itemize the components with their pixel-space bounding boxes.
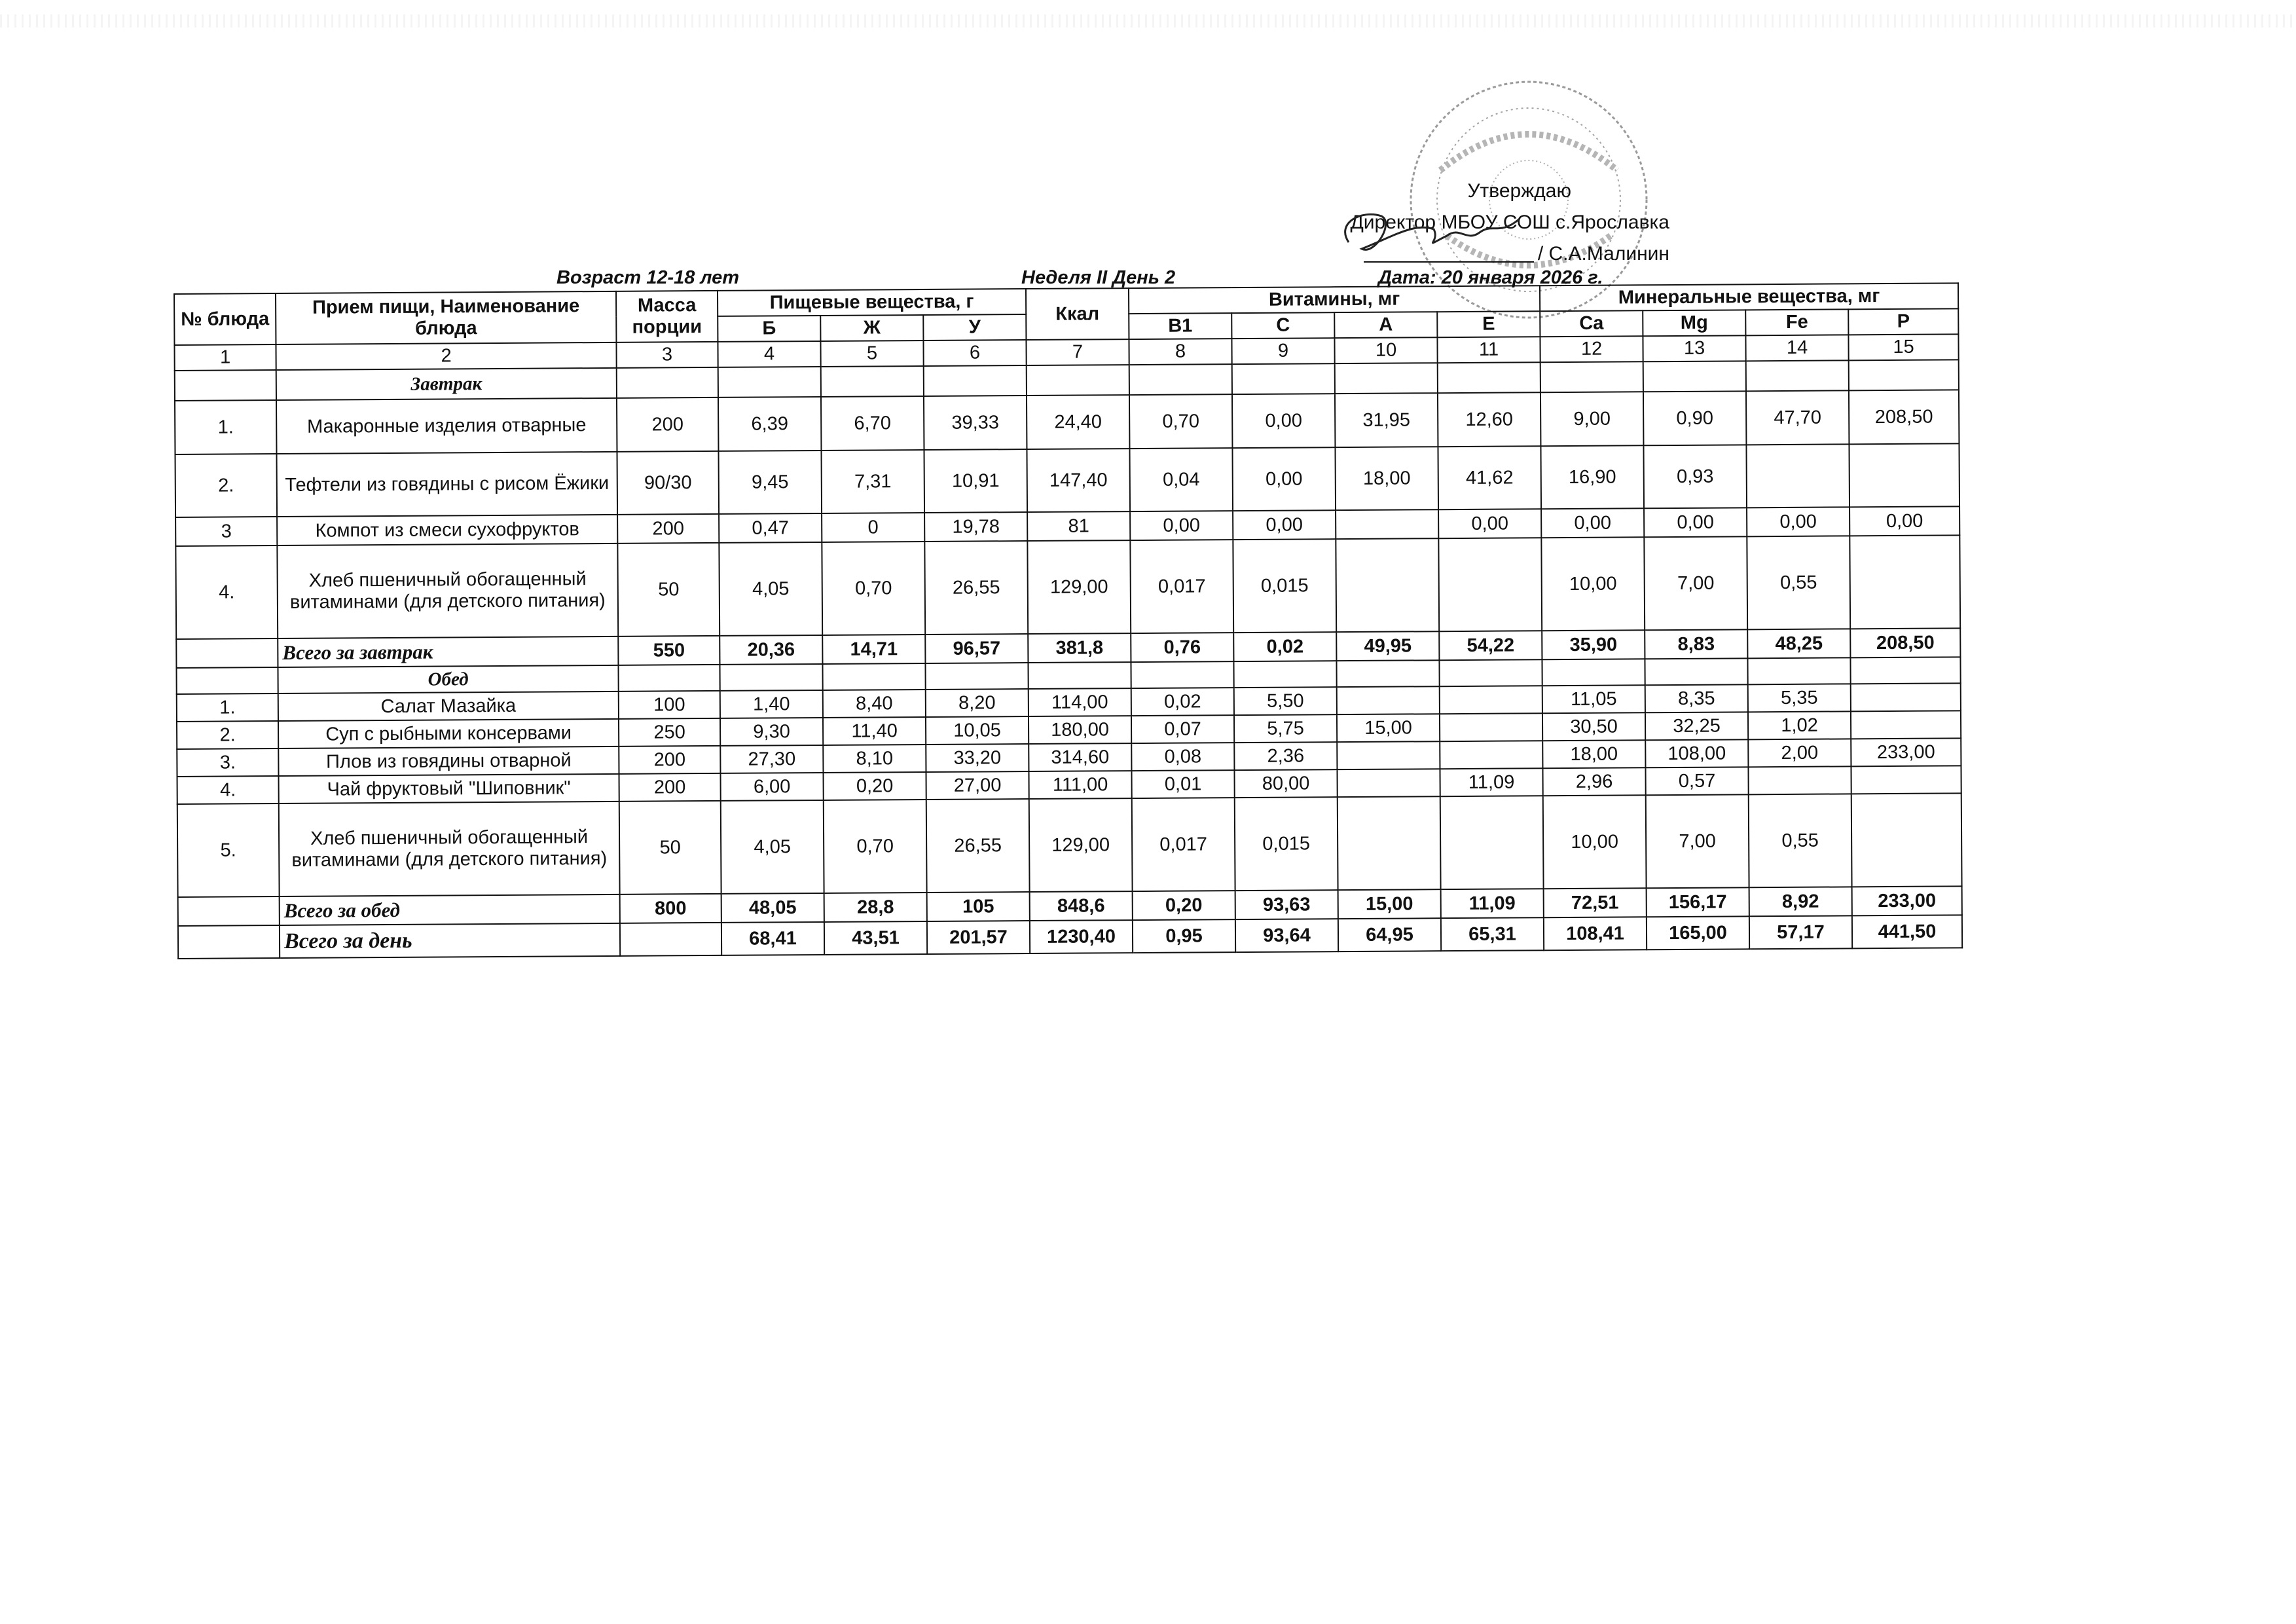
col-index: 7	[1026, 339, 1129, 365]
cell: 65,31	[1441, 917, 1544, 951]
col-vitamin-a: А	[1334, 312, 1437, 338]
col-nutrients: Пищевые вещества, г	[718, 289, 1026, 316]
cell: 114,00	[1029, 688, 1131, 716]
cell: 100	[619, 691, 720, 719]
cell: 848,6	[1030, 891, 1133, 921]
cell: 47,70	[1746, 390, 1849, 445]
cell: 6,00	[720, 773, 823, 801]
cell: 27,30	[720, 745, 823, 773]
cell	[1338, 796, 1441, 890]
cell: 381,8	[1028, 633, 1131, 663]
cell	[1438, 538, 1542, 631]
dish-number: 1.	[177, 693, 278, 722]
cell: 8,92	[1749, 887, 1852, 916]
cell: 10,00	[1543, 795, 1647, 889]
cell: 180,00	[1029, 716, 1131, 744]
dish-name: Салат Мазайка	[278, 692, 619, 721]
col-index: 15	[1848, 334, 1958, 360]
cell	[1746, 444, 1850, 507]
section-title-breakfast: Завтрак	[276, 368, 617, 400]
cell: 48,05	[721, 893, 824, 923]
cell: 0,20	[823, 772, 926, 800]
cell: 111,00	[1029, 771, 1131, 799]
cell: 0,00	[1232, 447, 1336, 511]
cell: 20,36	[720, 635, 822, 665]
dish-number: 4.	[177, 776, 279, 804]
dish-number: 1.	[175, 400, 276, 454]
cell: 208,50	[1849, 390, 1959, 444]
cell	[1337, 686, 1440, 714]
col-vitamins: Витамины, мг	[1129, 286, 1540, 314]
cell: 9,30	[720, 718, 823, 746]
cell	[1337, 769, 1440, 797]
cell: 0,08	[1131, 743, 1234, 771]
cell: 96,57	[925, 634, 1028, 663]
col-index: 6	[923, 340, 1026, 366]
cell: 33,20	[926, 744, 1029, 772]
cell: 5,35	[1748, 684, 1851, 712]
cell: 93,64	[1235, 919, 1338, 952]
col-minerals: Минеральные вещества, мг	[1540, 283, 1958, 311]
col-index: 1	[174, 344, 276, 371]
cell: 0,00	[1747, 507, 1850, 536]
cell: 10,05	[926, 716, 1029, 745]
cell: 18,00	[1542, 740, 1645, 768]
cell: 6,39	[718, 397, 821, 451]
cell: 11,40	[823, 717, 926, 745]
cell: 0,015	[1233, 539, 1336, 633]
cell: 14,71	[822, 635, 925, 664]
cell: 8,83	[1645, 629, 1747, 659]
total-label: Всего за обед	[280, 895, 620, 925]
cell: 200	[617, 514, 719, 544]
cell: 233,00	[1852, 886, 1962, 915]
cell	[1851, 683, 1961, 711]
cell: 233,00	[1851, 738, 1961, 766]
cell: 31,95	[1335, 393, 1438, 447]
cell: 314,60	[1029, 743, 1131, 771]
col-phosphorus: P	[1848, 308, 1958, 335]
dish-number: 5.	[177, 803, 280, 897]
cell: 156,17	[1647, 887, 1749, 917]
table-row	[175, 443, 1960, 517]
cell: 0,93	[1643, 445, 1747, 508]
cell: 11,09	[1440, 768, 1542, 796]
cell	[1851, 766, 1961, 794]
cell: 49,95	[1336, 631, 1439, 661]
dish-number: 2.	[175, 454, 278, 517]
cell: 0,017	[1130, 540, 1233, 633]
cell: 1230,40	[1030, 920, 1133, 953]
cell	[1851, 793, 1962, 887]
cell: 0,76	[1131, 633, 1233, 662]
cell: 0,00	[1644, 507, 1747, 537]
week-day: Неделя II День 2	[1021, 267, 1176, 288]
cell: 147,40	[1027, 449, 1130, 512]
cell	[1850, 535, 1960, 629]
cell: 0,47	[719, 513, 822, 543]
cell: 2,00	[1748, 739, 1851, 767]
dish-number: 3	[175, 517, 277, 546]
menu-body	[175, 360, 1962, 959]
cell: 201,57	[927, 921, 1030, 954]
col-magnesium: Mg	[1643, 310, 1745, 336]
cell: 0,90	[1643, 391, 1746, 445]
cell: 8,10	[823, 745, 926, 773]
cell	[1849, 443, 1959, 507]
cell: 0,00	[1850, 506, 1959, 536]
cell: 200	[617, 397, 718, 452]
cell: 0,00	[1232, 394, 1335, 448]
menu-date: Дата: 20 января 2026 г.	[1378, 267, 1603, 288]
dish-name: Тефтели из говядины с рисом Ёжики	[276, 452, 617, 517]
dish-number: 4.	[175, 545, 278, 639]
cell	[1336, 509, 1438, 539]
cell: 0,00	[1130, 511, 1233, 540]
cell: 19,78	[924, 512, 1027, 542]
col-kcal: Ккал	[1026, 288, 1129, 340]
col-index: 5	[820, 341, 923, 367]
cell: 0,70	[824, 800, 927, 893]
cell: 35,90	[1542, 630, 1645, 659]
table-row	[177, 793, 1962, 897]
menu-table	[173, 282, 1963, 959]
cell	[620, 923, 721, 956]
cell	[1440, 741, 1542, 769]
dish-number: 3.	[177, 748, 278, 777]
cell: 0,20	[1133, 891, 1235, 920]
cell	[1748, 766, 1851, 794]
dish-name: Хлеб пшеничный обогащенный витаминами (для детского питания)	[279, 802, 620, 896]
dish-name: Чай фруктовый "Шиповник"	[279, 774, 619, 803]
cell: 0,57	[1645, 767, 1748, 795]
dish-number: 2.	[177, 721, 278, 749]
cell: 0,02	[1233, 632, 1336, 661]
cell	[1440, 686, 1542, 714]
cell: 5,50	[1234, 687, 1337, 715]
cell: 105	[927, 892, 1030, 921]
cell: 5,75	[1234, 714, 1337, 743]
cell: 441,50	[1852, 915, 1962, 948]
cell: 0	[822, 513, 924, 542]
cell: 0,70	[1129, 394, 1232, 449]
cell: 0,00	[1438, 509, 1541, 538]
cell: 0,70	[822, 542, 925, 635]
cell: 0,00	[1233, 510, 1336, 540]
cell: 0,017	[1132, 798, 1235, 891]
cell: 32,25	[1645, 712, 1748, 740]
cell: 93,63	[1235, 890, 1338, 919]
cell: 9,45	[718, 451, 822, 514]
cell: 39,33	[924, 396, 1027, 450]
cell: 9,00	[1540, 392, 1643, 446]
col-index: 11	[1437, 337, 1540, 363]
col-vitamin-c: С	[1231, 312, 1334, 339]
cell: 0,01	[1131, 770, 1234, 798]
cell: 54,22	[1439, 631, 1542, 660]
cell: 26,55	[924, 541, 1028, 635]
cell	[1440, 713, 1542, 741]
cell: 129,00	[1027, 540, 1131, 634]
cell: 2,96	[1542, 767, 1645, 796]
dish-name: Компот из смеси сухофруктов	[277, 515, 617, 545]
cell: 68,41	[721, 922, 824, 955]
cell: 16,90	[1540, 445, 1644, 509]
cell: 7,00	[1646, 794, 1749, 888]
section-title-lunch: Обед	[278, 665, 618, 693]
cell: 0,04	[1129, 448, 1233, 511]
cell: 8,20	[926, 689, 1029, 717]
cell: 6,70	[821, 396, 924, 451]
age-group: Возраст 12-18 лет	[556, 267, 740, 288]
cell: 800	[620, 894, 721, 923]
col-index: 2	[276, 342, 616, 370]
col-protein: Б	[718, 316, 820, 342]
cell: 12,60	[1438, 392, 1540, 447]
cell: 0,55	[1747, 536, 1850, 629]
cell: 81	[1027, 511, 1130, 541]
cell: 208,50	[1850, 628, 1960, 657]
cell: 10,00	[1541, 537, 1645, 631]
cell: 0,55	[1749, 794, 1852, 887]
cell: 7,31	[821, 450, 924, 513]
cell: 129,00	[1029, 798, 1133, 892]
cell: 57,17	[1749, 915, 1852, 949]
total-label: Всего за завтрак	[278, 637, 618, 667]
col-dish-number: № блюда	[174, 293, 276, 345]
cell: 165,00	[1647, 916, 1749, 950]
cell: 0,00	[1541, 508, 1644, 538]
approval-position: Директор МБОУ СОШ с.Ярославка	[1350, 212, 1669, 233]
col-vitamin-b1: В1	[1129, 313, 1231, 339]
cell: 8,40	[823, 690, 926, 718]
cell: 72,51	[1544, 888, 1647, 917]
approval-name: / С.А.Малинин	[1537, 243, 1669, 265]
cell	[1336, 538, 1439, 632]
cell: 26,55	[926, 799, 1030, 893]
cell: 0,07	[1131, 715, 1234, 743]
dish-name: Плов из говядины отварной	[278, 747, 619, 776]
col-index: 8	[1129, 339, 1231, 365]
dish-name: Хлеб пшеничный обогащенный витаминами (для детского питания)	[277, 544, 618, 638]
cell: 0,02	[1131, 688, 1234, 716]
cell: 200	[619, 773, 720, 802]
cell: 0,015	[1235, 797, 1338, 891]
cell: 1,02	[1748, 711, 1851, 739]
dish-name: Суп с рыбными консервами	[278, 719, 619, 748]
col-index: 9	[1231, 338, 1334, 364]
col-index: 14	[1745, 335, 1848, 361]
cell: 50	[617, 543, 720, 637]
cell: 7,00	[1644, 536, 1747, 630]
cell: 48,25	[1747, 629, 1850, 658]
col-fat: Ж	[820, 315, 923, 341]
approval-title: Утверждаю	[1467, 180, 1571, 202]
cell: 43,51	[824, 921, 927, 955]
cell	[1337, 741, 1440, 769]
cell: 108,41	[1544, 917, 1647, 950]
cell: 90/30	[617, 451, 719, 515]
cell	[1440, 796, 1544, 889]
col-index: 13	[1643, 335, 1745, 361]
cell: 15,00	[1338, 889, 1441, 919]
cell: 64,95	[1338, 918, 1441, 951]
col-portion-mass: Масса порции	[616, 291, 718, 342]
handwritten-signature	[1336, 196, 1532, 268]
cell: 4,05	[721, 800, 824, 894]
cell	[1851, 710, 1961, 739]
table-row	[175, 535, 1960, 639]
cell: 11,09	[1441, 889, 1544, 918]
dish-name: Макаронные изделия отварные	[276, 398, 617, 454]
scan-artifact	[0, 14, 2296, 28]
col-dish-name: Прием пищи, Наименование блюда	[276, 291, 616, 344]
col-index: 12	[1540, 336, 1643, 362]
col-index: 3	[616, 342, 718, 368]
cell: 1,40	[720, 690, 823, 718]
cell: 108,00	[1645, 739, 1748, 767]
col-carbs: У	[923, 314, 1026, 341]
cell: 80,00	[1234, 769, 1337, 798]
cell: 0,95	[1133, 919, 1235, 953]
col-vitamin-e: Е	[1437, 311, 1540, 337]
col-index: 4	[718, 341, 820, 367]
col-index: 10	[1334, 337, 1437, 363]
col-calcium: Ca	[1540, 310, 1643, 337]
cell: 4,05	[719, 542, 822, 636]
cell: 24,40	[1027, 395, 1129, 449]
cell: 2,36	[1234, 742, 1337, 770]
cell: 10,91	[924, 449, 1027, 513]
cell: 50	[619, 801, 721, 895]
cell: 200	[619, 746, 720, 774]
cell: 11,05	[1542, 685, 1645, 713]
col-iron: Fe	[1745, 309, 1848, 335]
cell: 41,62	[1438, 446, 1541, 509]
cell: 550	[618, 636, 720, 665]
cell: 8,35	[1645, 684, 1748, 712]
cell: 15,00	[1337, 714, 1440, 742]
cell: 250	[619, 718, 720, 747]
day-total-label: Всего за день	[280, 923, 620, 958]
cell: 18,00	[1335, 447, 1438, 510]
cell: 30,50	[1542, 712, 1645, 741]
cell: 28,8	[824, 893, 927, 922]
cell: 27,00	[926, 771, 1029, 800]
